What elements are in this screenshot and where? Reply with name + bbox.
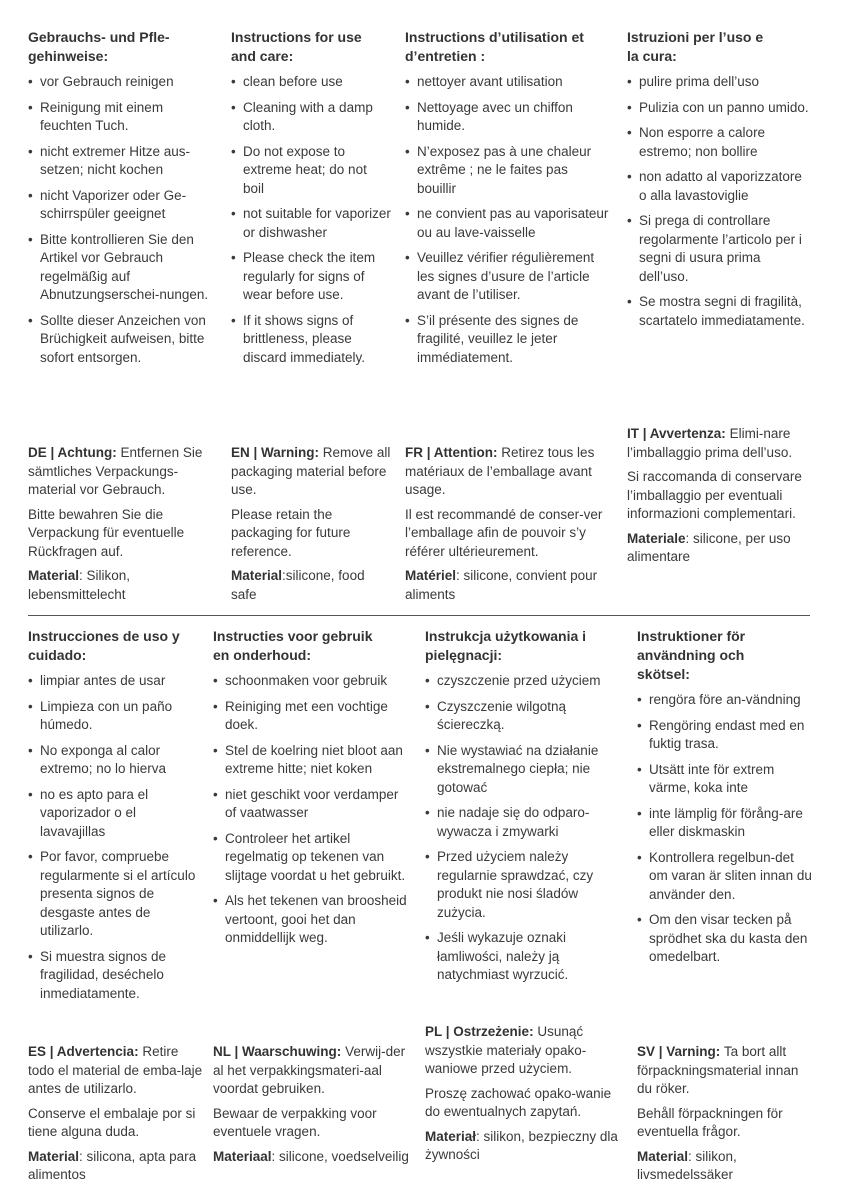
warning-es: ES | Advertencia: Retire todo el material de emba-laje antes de utilizarlo. Conserve el embalaje por si tiene alguna duda. Material: silicona, apta para alimentos: [28, 1044, 203, 1182]
care-list: [28, 672, 204, 1003]
list-item: • Pulizia con un panno umido.: [627, 99, 809, 115]
section-pl: [425, 627, 625, 985]
list-item: • Sollte dieser Anzeichen von Brüchigkeit aufweisen, bitte sofort entsorgen.: [28, 312, 206, 365]
section-title: Instructies voor gebruik en onderhoud:: [213, 628, 373, 663]
section-title: Instrukcja użytkowania i pielęgnacji:: [425, 628, 587, 663]
list-item: • rengöra före an-vändning: [637, 692, 801, 707]
list-item: • limpiar antes de usar: [28, 673, 166, 688]
list-item: • vor Gebrauch reinigen: [28, 74, 174, 89]
warning-sv: SV | Varning: Ta bort allt förpackningsmaterial innan du röker. Behåll förpackningen för eventuella frågor. Material: silikon, livsmedelssäker: [637, 1044, 799, 1182]
warning-nl: NL | Waarschuwing: Verwij-der al het verpakkingsmateri-aal voordat gebruiken. Bewaar de verpakking voor eventuele vragen. Materiaal: silicone, voedselveilig: [213, 1044, 409, 1164]
list-item: • ne convient pas au vaporisateur ou au lave-vaisselle: [405, 206, 609, 240]
list-item: • Bitte kontrollieren Sie den Artikel vor Gebrauch regelmäßig auf Abnutzungserschei-nungen.: [28, 231, 209, 302]
list-item: • Si muestra signos de fragilidad, deséchelo inmediatamente.: [28, 948, 167, 1001]
section-fr: [405, 28, 610, 367]
list-item: • Czyszczenie wilgotną ściereczką.: [425, 698, 567, 732]
list-item: • inte lämplig för förång-are eller diskmaskin: [637, 805, 803, 839]
list-item: • Limpieza con un paño húmedo.: [28, 698, 173, 732]
list-item: • Controleer het artikel regelmatig op tekenen van slijtage voordat u het gebruikt.: [213, 830, 406, 883]
list-item: • Om den visar tecken på sprödhet ska du kasta den omedelbart.: [637, 912, 808, 964]
list-item: • No exponga al calor extremo; no lo hierva: [28, 742, 167, 776]
section-title: Istruzioni per l’uso e la cura:: [627, 29, 764, 64]
list-item: • Przed użyciem należy regularnie sprawdzać, czy produkt nie nosi śladów zużycia.: [425, 849, 594, 920]
section-it: [627, 28, 812, 330]
list-item: • czyszczenie przed użyciem: [425, 673, 601, 688]
list-item: • schoonmaken voor gebruik: [213, 673, 388, 688]
section-es: [28, 627, 204, 1003]
list-item: • Jeśli wykazuje oznaki łamliwości, należy ją natychmiast wyrzucić.: [425, 930, 569, 982]
list-item: • not suitable for vaporizer or dishwasher: [231, 206, 391, 240]
care-list: [627, 73, 812, 330]
section-sv: [637, 627, 812, 967]
list-item: • Por favor, compruebe regularmente si el artículo presenta signos de desgaste antes de utilizarlo.: [28, 849, 196, 938]
list-item: • Non esporre a calore estremo; non bollire: [627, 125, 766, 159]
section-title: Gebrauchs- und Pfle- gehinweise:: [28, 29, 170, 64]
care-list: [405, 73, 610, 367]
section-nl: [213, 627, 413, 948]
section-en: [231, 28, 391, 367]
section-title: Instructions for use and care:: [231, 29, 362, 64]
section-title: Instruktioner för användning och skötsel:: [637, 628, 746, 682]
list-item: • Cleaning with a damp cloth.: [231, 99, 373, 133]
list-item: • pulire prima dell’uso: [627, 74, 760, 89]
section-title: Instructions d’utilisation et d’entretien :: [405, 29, 584, 64]
care-list: [231, 73, 391, 367]
list-item: • Se mostra segni di fragilità, scartatelo immediatamente.: [627, 294, 805, 328]
list-item: • Si prega di controllare regolarmente l’articolo per i segni di usura prima dell’uso.: [627, 213, 802, 284]
list-item: • Als het tekenen van broosheid vertoont, gooi het dan onmiddellijk weg.: [213, 893, 407, 945]
section-title: Instrucciones de uso y cuidado:: [28, 628, 180, 663]
list-item: • Nie wystawiać na działanie ekstremalnego ciepła; nie gotować: [425, 742, 599, 795]
care-list: [637, 691, 812, 967]
warning-pl: PL | Ostrzeżenie: Usunąć wszystkie materiały opako-waniowe przed użyciem. Proszę zachować opako-wanie do ewentualnych zapytań. Materiał: silikon, bezpieczny dla żywności: [425, 1024, 618, 1162]
list-item: • Nettoyage avec un chiffon humide.: [405, 99, 573, 133]
list-item: • Please check the item regularly for signs of wear before use.: [231, 250, 376, 302]
warning-de: DE | Achtung: Entfernen Sie sämtliches Verpackungs-material vor Gebrauch. Bitte bewahren Sie die Verpackung für eventuelle Rückfragen auf. Material: Silikon, lebensmittelecht: [28, 445, 203, 602]
list-item: • N’exposez pas à une chaleur extrême ; ne le faites pas bouillir: [405, 143, 592, 196]
list-item: • niet geschikt voor verdamper of vaatwasser: [213, 786, 399, 820]
list-item: • nettoyer avant utilisation: [405, 74, 563, 89]
list-item: • non adatto al vaporizzatore o alla lavastoviglie: [627, 169, 802, 203]
list-item: • Kontrollera regelbun-det om varan är sliten innan du använder den.: [637, 849, 812, 902]
list-item: • Reiniging met een vochtige doek.: [213, 698, 388, 732]
list-item: • no es apto para el vaporizador o el lavavajillas: [28, 786, 149, 839]
list-item: • Rengöring endast med en fuktig trasa.: [637, 717, 805, 751]
section-divider: [28, 615, 810, 616]
care-list: [28, 73, 218, 367]
care-list: [425, 672, 625, 985]
list-item: • Utsätt inte för extrem värme, koka inte: [637, 761, 775, 795]
section-de: [28, 28, 218, 367]
care-list: [213, 672, 413, 948]
list-item: • nie nadaje się do odparo-wywacza i zmywarki: [425, 805, 590, 839]
list-item: • nicht extremer Hitze aus-setzen; nicht kochen: [28, 143, 191, 177]
list-item: • Veuillez vérifier régulièrement les signes d’usure de l’article avant de l’utiliser.: [405, 250, 595, 302]
warning-en: EN | Warning: Remove all packaging material before use. Please retain the packaging for future reference. Material:silicone, food safe: [231, 445, 391, 602]
list-item: • Reinigung mit einem feuchten Tuch.: [28, 99, 164, 133]
list-item: • If it shows signs of brittleness, please discard immediately.: [231, 312, 366, 365]
warning-it: IT | Avvertenza: Elimi-nare l’imballaggio prima dell’uso. Si raccomanda di conservare l’imballaggio per eventuali informazioni complementari. Materiale: silicone, per uso alimentare: [627, 426, 802, 564]
list-item: • Do not expose to extreme heat; do not boil: [231, 143, 367, 196]
list-item: • nicht Vaporizer oder Ge-schirrspüler geeignet: [28, 187, 187, 221]
list-item: • clean before use: [231, 74, 343, 89]
warning-fr: FR | Attention: Retirez tous les matériaux de l’emballage avant usage. Il est recommandé de conser-ver l’emballage afin de pouvoir s’y référer ultérieurement. Matériel: silicone, convient pour aliments: [405, 445, 603, 602]
list-item: • Stel de koelring niet bloot aan extreme hitte; niet koken: [213, 742, 403, 776]
list-item: • S’il présente des signes de fragilité, veuillez le jeter immédiatement.: [405, 312, 579, 365]
